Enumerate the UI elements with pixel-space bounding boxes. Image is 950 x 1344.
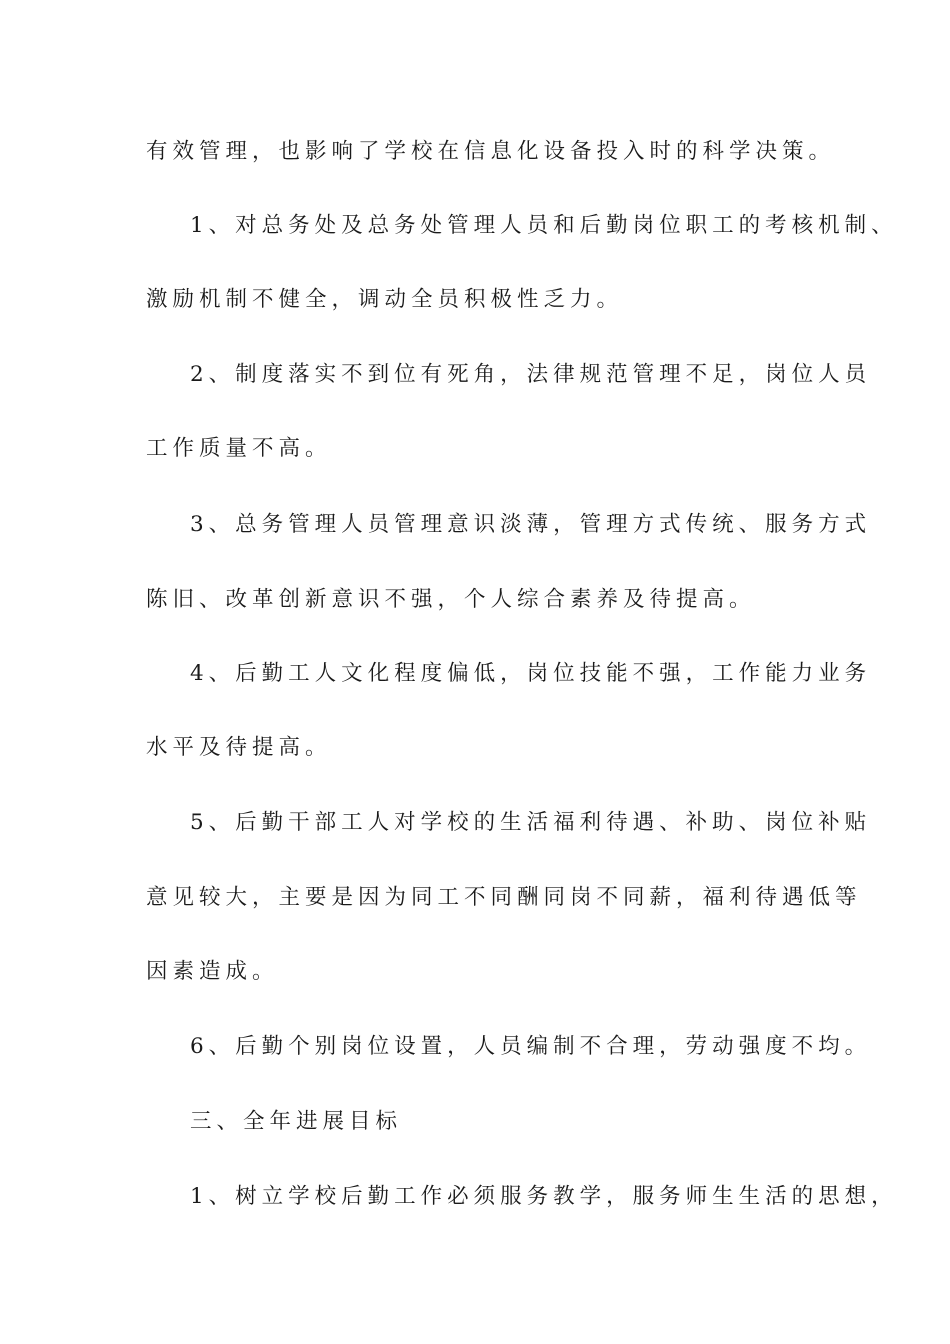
text-line-item-5: 5、后勤干部工人对学校的生活福利待遇、补助、岗位补贴 (190, 810, 872, 835)
text-line-item-1: 1、对总务处及总务处管理人员和后勤岗位职工的考核机制、 (190, 213, 898, 238)
text-line-item-3: 3、总务管理人员管理意识淡薄，管理方式传统、服务方式 (190, 512, 872, 537)
text-line-item-5-end: 因素造成。 (146, 959, 279, 984)
section-heading: 三、全年进展目标 (190, 1109, 403, 1134)
text-line-item-3-cont: 陈旧、改革创新意识不强，个人综合素养及待提高。 (146, 587, 756, 612)
text-line-continuation: 有效管理，也影响了学校在信息化设备投入时的科学决策。 (146, 139, 836, 164)
text-line-goal-1: 1、树立学校后勤工作必须服务教学，服务师生生活的思想， (190, 1184, 898, 1209)
text-line-item-4-cont: 水平及待提高。 (146, 735, 332, 760)
text-line-item-4: 4、后勤工人文化程度偏低，岗位技能不强，工作能力业务 (190, 661, 872, 686)
text-line-item-6: 6、后勤个别岗位设置，人员编制不合理，劳动强度不均。 (190, 1034, 872, 1059)
text-line-item-1-cont: 激励机制不健全，调动全员积极性乏力。 (146, 287, 624, 312)
text-line-item-2-cont: 工作质量不高。 (146, 436, 332, 461)
text-line-item-2: 2、制度落实不到位有死角，法律规范管理不足，岗位人员 (190, 362, 872, 387)
text-line-item-5-cont: 意见较大，主要是因为同工不同酬同岗不同薪，福利待遇低等 (146, 885, 862, 910)
